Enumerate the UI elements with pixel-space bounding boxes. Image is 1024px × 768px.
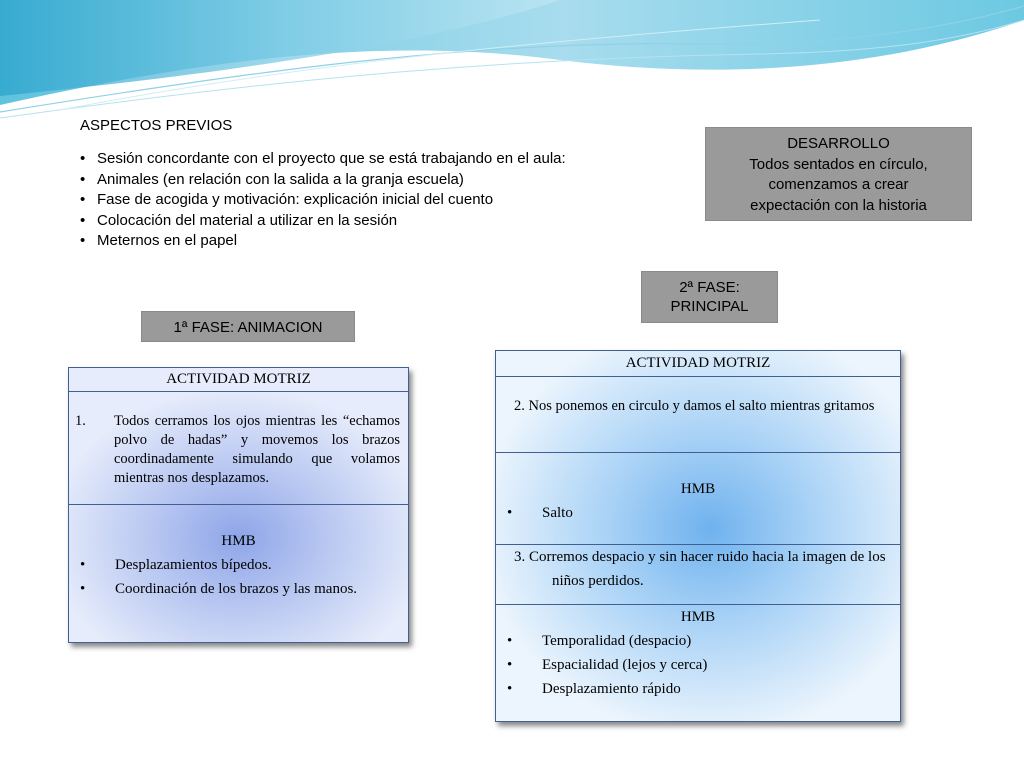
hmb-list [69,553,408,601]
list-item: • Desplazamientos bípedos. [69,553,358,577]
list-item: • Sesión concordante con el proyecto que se está trabajando en el aula: [80,149,566,170]
desarrollo-line: Todos sentados en círculo, [749,155,928,173]
list-item: • Coordinación de los brazos y las manos. [69,577,358,601]
desarrollo-box [705,127,972,221]
hmb-cell [496,453,900,545]
fase2-line: 2ª FASE: [679,279,740,296]
list-item: • Meternos en el papel [80,231,566,252]
right-activity-table [495,350,901,722]
left-activity-table [68,367,409,643]
activity-cell [496,377,900,453]
item-text: Todos cerramos los ojos mientras les “echamos polvo de hadas” y movemos los brazos coordinadamente simulando que volamos mientras nos desplazamos. [114,413,400,486]
desarrollo-line: expectación con la historia [750,196,927,214]
list-item: • Fase de acogida y motivación: explicación inicial del cuento [80,190,566,211]
table-header: ACTIVIDAD MOTRIZ [496,351,900,377]
fase2-line: PRINCIPAL [670,298,749,315]
hmb-cell [69,505,408,642]
hmb-title: HMB [221,533,256,549]
desarrollo-line: comenzamos a crear [768,176,909,193]
activity-cell [496,545,900,605]
hmb-cell [496,605,900,721]
fase2-label [641,271,778,323]
aspectos-previos-title: ASPECTOS PREVIOS [80,117,233,134]
aspectos-previos-list [80,149,566,252]
activity-item: 3. Corremos despacio y sin hacer ruido hacia la imagen de los niños perdidos. [514,549,886,589]
item-number: 1. [75,413,86,429]
list-item: • Temporalidad (despacio) [496,629,900,653]
list-item: • Desplazamiento rápido [496,677,900,701]
fase1-label: 1ª FASE: ANIMACION [141,311,355,342]
list-item: • Espacialidad (lejos y cerca) [496,653,900,677]
desarrollo-title: DESARROLLO [787,135,890,152]
list-item: • Animales (en relación con la salida a la granja escuela) [80,170,566,191]
hmb-list [496,501,900,525]
hmb-title: HMB [680,609,716,625]
table-header: ACTIVIDAD MOTRIZ [69,368,408,392]
list-item: • Salto [496,501,900,525]
activity-item: 2. Nos ponemos en circulo y damos el salto mientras gritamos [514,398,875,414]
hmb-list [496,629,900,701]
activity-cell [69,392,408,505]
activity-item [69,412,408,488]
decorative-wave-header [0,0,1024,130]
list-item: • Colocación del material a utilizar en la sesión [80,211,566,232]
hmb-title: HMB [680,481,716,497]
